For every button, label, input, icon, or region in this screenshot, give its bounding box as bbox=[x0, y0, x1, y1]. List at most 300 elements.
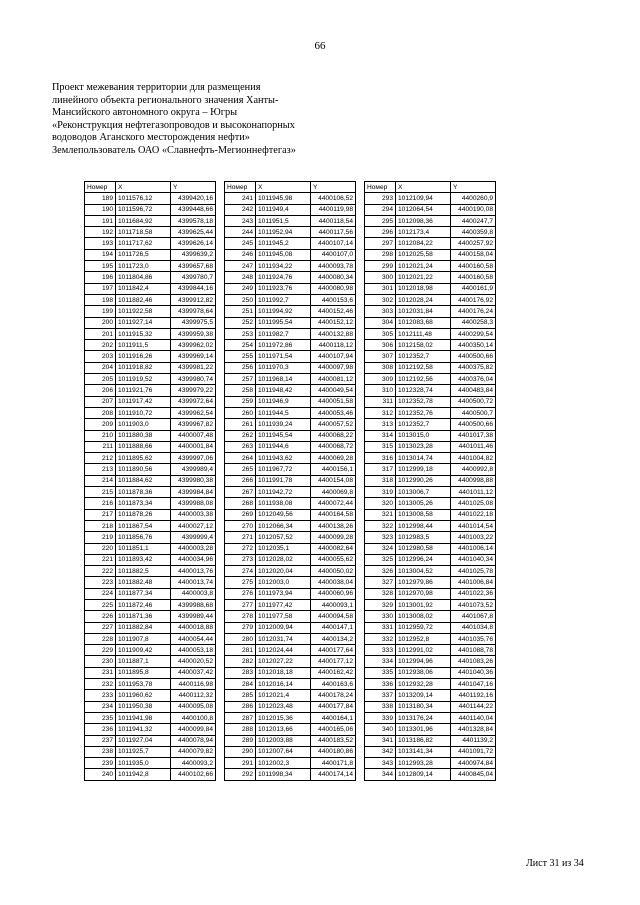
table-row bbox=[85, 543, 216, 554]
point-number-cell: 255 bbox=[225, 351, 256, 362]
point-number-cell: 317 bbox=[365, 464, 396, 475]
table-row bbox=[365, 283, 496, 294]
table-row bbox=[85, 712, 216, 723]
point-number-cell: 287 bbox=[225, 712, 256, 723]
x-coordinate-cell: 1011942,8 bbox=[116, 769, 171, 780]
x-coordinate-cell: 1011909,42 bbox=[116, 645, 171, 656]
table-row bbox=[85, 317, 216, 328]
table-row bbox=[225, 712, 356, 723]
column-header: X bbox=[116, 182, 171, 193]
column-header: X bbox=[256, 182, 311, 193]
point-number-cell: 331 bbox=[365, 622, 396, 633]
table-row bbox=[365, 735, 496, 746]
x-coordinate-cell: 1011948,42 bbox=[256, 385, 311, 396]
table-row bbox=[365, 464, 496, 475]
table-row bbox=[225, 679, 356, 690]
table-row bbox=[365, 690, 496, 701]
y-coordinate-cell: 4400154,08 bbox=[311, 475, 356, 486]
x-coordinate-cell: 1011867,54 bbox=[116, 520, 171, 531]
x-coordinate-cell: 1013186,82 bbox=[396, 735, 451, 746]
table-row bbox=[85, 758, 216, 769]
y-coordinate-cell: 4399626,14 bbox=[171, 238, 216, 249]
table-row bbox=[85, 701, 216, 712]
x-coordinate-cell: 1011939,24 bbox=[256, 419, 311, 430]
point-number-cell: 303 bbox=[365, 306, 396, 317]
x-coordinate-cell: 1011882,5 bbox=[116, 566, 171, 577]
x-coordinate-cell: 1013209,14 bbox=[396, 690, 451, 701]
x-coordinate-cell: 1012020,04 bbox=[256, 566, 311, 577]
x-coordinate-cell: 1012035,1 bbox=[256, 543, 311, 554]
table-row bbox=[225, 328, 356, 339]
table-row bbox=[365, 622, 496, 633]
x-coordinate-cell: 1011916,26 bbox=[116, 351, 171, 362]
point-number-cell: 320 bbox=[365, 498, 396, 509]
x-coordinate-cell: 1011842,4 bbox=[116, 283, 171, 294]
x-coordinate-cell: 1012809,14 bbox=[396, 769, 451, 780]
x-coordinate-cell: 1012013,66 bbox=[256, 724, 311, 735]
point-number-cell: 189 bbox=[85, 193, 116, 204]
table-row bbox=[225, 520, 356, 531]
point-number-cell: 248 bbox=[225, 272, 256, 283]
x-coordinate-cell: 1012970,98 bbox=[396, 588, 451, 599]
y-coordinate-cell: 4400164,58 bbox=[311, 509, 356, 520]
table-row bbox=[225, 396, 356, 407]
y-coordinate-cell: 4400099,84 bbox=[171, 724, 216, 735]
y-coordinate-cell: 4400164,1 bbox=[311, 712, 356, 723]
y-coordinate-cell: 4401025,08 bbox=[451, 498, 496, 509]
y-coordinate-cell: 4400107,94 bbox=[311, 351, 356, 362]
point-number-cell: 323 bbox=[365, 532, 396, 543]
x-coordinate-cell: 1012111,48 bbox=[396, 328, 451, 339]
table-row bbox=[85, 430, 216, 441]
y-coordinate-cell: 4401139,2 bbox=[451, 735, 496, 746]
column-header: Номер bbox=[225, 182, 256, 193]
point-number-cell: 199 bbox=[85, 306, 116, 317]
table-row bbox=[365, 340, 496, 351]
y-coordinate-cell: 4400998,88 bbox=[451, 475, 496, 486]
x-coordinate-cell: 1011943,62 bbox=[256, 453, 311, 464]
table-row bbox=[365, 385, 496, 396]
x-coordinate-cell: 1012021,4 bbox=[256, 690, 311, 701]
table-row bbox=[85, 272, 216, 283]
table-row bbox=[85, 724, 216, 735]
point-number-cell: 291 bbox=[225, 758, 256, 769]
point-number-cell: 249 bbox=[225, 283, 256, 294]
x-coordinate-cell: 1012983,5 bbox=[396, 532, 451, 543]
table-row bbox=[85, 328, 216, 339]
column-header: Номер bbox=[365, 182, 396, 193]
point-number-cell: 343 bbox=[365, 758, 396, 769]
point-number-cell: 201 bbox=[85, 328, 116, 339]
x-coordinate-cell: 1011935,0 bbox=[116, 758, 171, 769]
point-number-cell: 322 bbox=[365, 520, 396, 531]
y-coordinate-cell: 4400107,14 bbox=[311, 238, 356, 249]
y-coordinate-cell: 4401006,14 bbox=[451, 543, 496, 554]
point-number-cell: 250 bbox=[225, 294, 256, 305]
x-coordinate-cell: 1011998,34 bbox=[256, 769, 311, 780]
table-row bbox=[225, 419, 356, 430]
point-number-cell: 273 bbox=[225, 554, 256, 565]
point-number-cell: 212 bbox=[85, 453, 116, 464]
y-coordinate-cell: 4401014,54 bbox=[451, 520, 496, 531]
y-coordinate-cell: 4400068,22 bbox=[311, 430, 356, 441]
point-number-cell: 232 bbox=[85, 679, 116, 690]
y-coordinate-cell: 4400055,62 bbox=[311, 554, 356, 565]
y-coordinate-cell: 4401328,84 bbox=[451, 724, 496, 735]
table-row bbox=[365, 656, 496, 667]
y-coordinate-cell: 4400018,88 bbox=[171, 622, 216, 633]
x-coordinate-cell: 1012003,88 bbox=[256, 735, 311, 746]
x-coordinate-cell: 1011968,14 bbox=[256, 374, 311, 385]
y-coordinate-cell: 4399420,16 bbox=[171, 193, 216, 204]
table-row bbox=[85, 532, 216, 543]
point-number-cell: 245 bbox=[225, 238, 256, 249]
table-row bbox=[225, 611, 356, 622]
y-coordinate-cell: 4400072,44 bbox=[311, 498, 356, 509]
table-row bbox=[365, 543, 496, 554]
point-number-cell: 244 bbox=[225, 227, 256, 238]
y-coordinate-cell: 4399962,54 bbox=[171, 407, 216, 418]
point-number-cell: 306 bbox=[365, 340, 396, 351]
y-coordinate-cell: 4401034,8 bbox=[451, 622, 496, 633]
x-coordinate-cell: 1012049,56 bbox=[256, 509, 311, 520]
point-number-cell: 327 bbox=[365, 577, 396, 588]
x-coordinate-cell: 1011938,08 bbox=[256, 498, 311, 509]
x-coordinate-cell: 1013180,34 bbox=[396, 701, 451, 712]
y-coordinate-cell: 4400160,58 bbox=[451, 261, 496, 272]
point-number-cell: 239 bbox=[85, 758, 116, 769]
y-coordinate-cell: 4400093,2 bbox=[171, 758, 216, 769]
x-coordinate-cell: 1011723,0 bbox=[116, 261, 171, 272]
point-number-cell: 281 bbox=[225, 645, 256, 656]
table-row bbox=[85, 204, 216, 215]
point-number-cell: 295 bbox=[365, 215, 396, 226]
x-coordinate-cell: 1011910,72 bbox=[116, 407, 171, 418]
y-coordinate-cell: 4400106,52 bbox=[311, 193, 356, 204]
point-number-cell: 341 bbox=[365, 735, 396, 746]
x-coordinate-cell: 1012109,94 bbox=[396, 193, 451, 204]
y-coordinate-cell: 4400078,94 bbox=[171, 735, 216, 746]
x-coordinate-cell: 1012994,96 bbox=[396, 656, 451, 667]
x-coordinate-cell: 1012031,84 bbox=[396, 306, 451, 317]
coordinates-table-2 bbox=[224, 181, 356, 781]
page-number: 66 bbox=[314, 40, 326, 52]
x-coordinate-cell: 1013301,96 bbox=[396, 724, 451, 735]
table-row bbox=[365, 351, 496, 362]
point-number-cell: 193 bbox=[85, 238, 116, 249]
point-number-cell: 211 bbox=[85, 441, 116, 452]
point-number-cell: 224 bbox=[85, 588, 116, 599]
table-row bbox=[225, 374, 356, 385]
table-row bbox=[225, 306, 356, 317]
table-row bbox=[365, 249, 496, 260]
point-number-cell: 316 bbox=[365, 453, 396, 464]
point-number-cell: 312 bbox=[365, 407, 396, 418]
x-coordinate-cell: 1011921,76 bbox=[116, 385, 171, 396]
y-coordinate-cell: 4400003,38 bbox=[171, 509, 216, 520]
point-number-cell: 218 bbox=[85, 520, 116, 531]
point-number-cell: 241 bbox=[225, 193, 256, 204]
point-number-cell: 325 bbox=[365, 554, 396, 565]
y-coordinate-cell: 4400152,46 bbox=[311, 306, 356, 317]
x-coordinate-cell: 1011927,14 bbox=[116, 317, 171, 328]
y-coordinate-cell: 4400003,28 bbox=[171, 543, 216, 554]
point-number-cell: 221 bbox=[85, 554, 116, 565]
y-coordinate-cell: 4399997,06 bbox=[171, 453, 216, 464]
x-coordinate-cell: 1012980,58 bbox=[396, 543, 451, 554]
y-coordinate-cell: 4399980,38 bbox=[171, 475, 216, 486]
table-row bbox=[85, 667, 216, 678]
x-coordinate-cell: 1011918,82 bbox=[116, 362, 171, 373]
y-coordinate-cell: 4400080,98 bbox=[311, 283, 356, 294]
table-row bbox=[225, 769, 356, 780]
y-coordinate-cell: 4400299,54 bbox=[451, 328, 496, 339]
x-coordinate-cell: 1011890,56 bbox=[116, 464, 171, 475]
point-number-cell: 302 bbox=[365, 294, 396, 305]
y-coordinate-cell: 4400171,8 bbox=[311, 758, 356, 769]
table-row bbox=[365, 396, 496, 407]
y-coordinate-cell: 4401040,34 bbox=[451, 554, 496, 565]
table-row bbox=[225, 498, 356, 509]
y-coordinate-cell: 4401040,36 bbox=[451, 667, 496, 678]
point-number-cell: 235 bbox=[85, 712, 116, 723]
y-coordinate-cell: 4400119,98 bbox=[311, 204, 356, 215]
table-row bbox=[365, 588, 496, 599]
x-coordinate-cell: 1011941,32 bbox=[116, 724, 171, 735]
x-coordinate-cell: 1011895,8 bbox=[116, 667, 171, 678]
x-coordinate-cell: 1011951,5 bbox=[256, 215, 311, 226]
x-coordinate-cell: 1012021,22 bbox=[396, 272, 451, 283]
point-number-cell: 321 bbox=[365, 509, 396, 520]
point-number-cell: 198 bbox=[85, 294, 116, 305]
x-coordinate-cell: 1013001,92 bbox=[396, 599, 451, 610]
point-number-cell: 237 bbox=[85, 735, 116, 746]
table-row bbox=[365, 362, 496, 373]
table-row bbox=[225, 204, 356, 215]
point-number-cell: 326 bbox=[365, 566, 396, 577]
point-number-cell: 289 bbox=[225, 735, 256, 746]
x-coordinate-cell: 1012057,52 bbox=[256, 532, 311, 543]
y-coordinate-cell: 4400992,8 bbox=[451, 464, 496, 475]
point-number-cell: 263 bbox=[225, 441, 256, 452]
table-row bbox=[85, 340, 216, 351]
x-coordinate-cell: 1012083,68 bbox=[396, 317, 451, 328]
y-coordinate-cell: 4401022,36 bbox=[451, 588, 496, 599]
x-coordinate-cell: 1011971,54 bbox=[256, 351, 311, 362]
table-row bbox=[225, 690, 356, 701]
y-coordinate-cell: 4400163,6 bbox=[311, 679, 356, 690]
table-row bbox=[225, 407, 356, 418]
table-row bbox=[365, 520, 496, 531]
y-coordinate-cell: 4400007,48 bbox=[171, 430, 216, 441]
header-line: Проект межевания территории для размещения bbox=[52, 82, 261, 93]
y-coordinate-cell: 4401088,78 bbox=[451, 645, 496, 656]
table-row bbox=[225, 758, 356, 769]
point-number-cell: 196 bbox=[85, 272, 116, 283]
point-number-cell: 298 bbox=[365, 249, 396, 260]
point-number-cell: 259 bbox=[225, 396, 256, 407]
table-row bbox=[225, 430, 356, 441]
y-coordinate-cell: 4400093,1 bbox=[311, 599, 356, 610]
table-row bbox=[225, 475, 356, 486]
point-number-cell: 254 bbox=[225, 340, 256, 351]
y-coordinate-cell: 4400027,12 bbox=[171, 520, 216, 531]
x-coordinate-cell: 1011878,36 bbox=[116, 487, 171, 498]
table-row bbox=[225, 441, 356, 452]
y-coordinate-cell: 4401004,82 bbox=[451, 453, 496, 464]
y-coordinate-cell: 4400161,9 bbox=[451, 283, 496, 294]
point-number-cell: 266 bbox=[225, 475, 256, 486]
point-number-cell: 223 bbox=[85, 577, 116, 588]
x-coordinate-cell: 1013006,7 bbox=[396, 487, 451, 498]
table-row bbox=[365, 261, 496, 272]
table-row bbox=[225, 294, 356, 305]
x-coordinate-cell: 1012938,06 bbox=[396, 667, 451, 678]
point-number-cell: 267 bbox=[225, 487, 256, 498]
x-coordinate-cell: 1012025,58 bbox=[396, 249, 451, 260]
point-number-cell: 203 bbox=[85, 351, 116, 362]
table-row bbox=[85, 746, 216, 757]
table-row bbox=[365, 374, 496, 385]
x-coordinate-cell: 1012016,14 bbox=[256, 679, 311, 690]
table-row bbox=[225, 464, 356, 475]
point-number-cell: 236 bbox=[85, 724, 116, 735]
y-coordinate-cell: 4400118,12 bbox=[311, 340, 356, 351]
point-number-cell: 293 bbox=[365, 193, 396, 204]
y-coordinate-cell: 4399979,22 bbox=[171, 385, 216, 396]
table-row bbox=[365, 407, 496, 418]
x-coordinate-cell: 1011907,8 bbox=[116, 633, 171, 644]
x-coordinate-cell: 1011946,9 bbox=[256, 396, 311, 407]
y-coordinate-cell: 4400138,26 bbox=[311, 520, 356, 531]
table-row bbox=[85, 283, 216, 294]
table-row bbox=[85, 374, 216, 385]
x-coordinate-cell: 1012007,64 bbox=[256, 746, 311, 757]
point-number-cell: 234 bbox=[85, 701, 116, 712]
table-row bbox=[365, 498, 496, 509]
x-coordinate-cell: 1012952,8 bbox=[396, 633, 451, 644]
table-row bbox=[85, 769, 216, 780]
table-row bbox=[225, 532, 356, 543]
y-coordinate-cell: 4400190,08 bbox=[451, 204, 496, 215]
table-row bbox=[365, 701, 496, 712]
table-row bbox=[85, 453, 216, 464]
point-number-cell: 288 bbox=[225, 724, 256, 735]
x-coordinate-cell: 1012015,36 bbox=[256, 712, 311, 723]
point-number-cell: 340 bbox=[365, 724, 396, 735]
point-number-cell: 270 bbox=[225, 520, 256, 531]
x-coordinate-cell: 1013023,28 bbox=[396, 441, 451, 452]
table-row bbox=[365, 532, 496, 543]
y-coordinate-cell: 4400034,96 bbox=[171, 554, 216, 565]
table-row bbox=[365, 215, 496, 226]
table-row bbox=[85, 645, 216, 656]
x-coordinate-cell: 1011991,78 bbox=[256, 475, 311, 486]
table-row bbox=[365, 746, 496, 757]
y-coordinate-cell: 4400258,3 bbox=[451, 317, 496, 328]
coordinates-table-3 bbox=[364, 181, 496, 781]
document-header bbox=[52, 82, 382, 158]
x-coordinate-cell: 1011960,62 bbox=[116, 690, 171, 701]
point-number-cell: 336 bbox=[365, 679, 396, 690]
point-number-cell: 274 bbox=[225, 566, 256, 577]
x-coordinate-cell: 1012018,18 bbox=[256, 667, 311, 678]
table-row bbox=[365, 611, 496, 622]
table-row bbox=[225, 554, 356, 565]
y-coordinate-cell: 4401047,16 bbox=[451, 679, 496, 690]
y-coordinate-cell: 4400094,58 bbox=[311, 611, 356, 622]
point-number-cell: 190 bbox=[85, 204, 116, 215]
point-number-cell: 313 bbox=[365, 419, 396, 430]
y-coordinate-cell: 4400049,54 bbox=[311, 385, 356, 396]
point-number-cell: 296 bbox=[365, 227, 396, 238]
table-row bbox=[225, 340, 356, 351]
y-coordinate-cell: 4400350,14 bbox=[451, 340, 496, 351]
point-number-cell: 307 bbox=[365, 351, 396, 362]
table-row bbox=[85, 498, 216, 509]
table-row bbox=[365, 430, 496, 441]
table-row bbox=[85, 249, 216, 260]
y-coordinate-cell: 4400375,82 bbox=[451, 362, 496, 373]
x-coordinate-cell: 1011977,58 bbox=[256, 611, 311, 622]
table-row bbox=[85, 306, 216, 317]
y-coordinate-cell: 4399448,66 bbox=[171, 204, 216, 215]
y-coordinate-cell: 4400095,08 bbox=[171, 701, 216, 712]
x-coordinate-cell: 1011967,72 bbox=[256, 464, 311, 475]
y-coordinate-cell: 4399975,5 bbox=[171, 317, 216, 328]
table-row bbox=[225, 645, 356, 656]
point-number-cell: 265 bbox=[225, 464, 256, 475]
table-row bbox=[85, 464, 216, 475]
x-coordinate-cell: 1011917,42 bbox=[116, 396, 171, 407]
x-coordinate-cell: 1011884,62 bbox=[116, 475, 171, 486]
x-coordinate-cell: 1012990,26 bbox=[396, 475, 451, 486]
point-number-cell: 258 bbox=[225, 385, 256, 396]
y-coordinate-cell: 4400116,98 bbox=[171, 679, 216, 690]
x-coordinate-cell: 1011684,92 bbox=[116, 215, 171, 226]
point-number-cell: 279 bbox=[225, 622, 256, 633]
point-number-cell: 225 bbox=[85, 599, 116, 610]
table-row bbox=[365, 712, 496, 723]
point-number-cell: 205 bbox=[85, 374, 116, 385]
x-coordinate-cell: 1011882,48 bbox=[116, 577, 171, 588]
y-coordinate-cell: 4400177,84 bbox=[311, 701, 356, 712]
y-coordinate-cell: 4399780,7 bbox=[171, 272, 216, 283]
x-coordinate-cell: 1012996,24 bbox=[396, 554, 451, 565]
x-coordinate-cell: 1011994,92 bbox=[256, 306, 311, 317]
table-row bbox=[365, 667, 496, 678]
y-coordinate-cell: 4401022,18 bbox=[451, 509, 496, 520]
point-number-cell: 256 bbox=[225, 362, 256, 373]
y-coordinate-cell: 4400112,32 bbox=[171, 690, 216, 701]
table-row bbox=[85, 419, 216, 430]
y-coordinate-cell: 4400153,6 bbox=[311, 294, 356, 305]
y-coordinate-cell: 4400483,84 bbox=[451, 385, 496, 396]
point-number-cell: 219 bbox=[85, 532, 116, 543]
table-row bbox=[85, 735, 216, 746]
x-coordinate-cell: 1012009,94 bbox=[256, 622, 311, 633]
table-row bbox=[85, 566, 216, 577]
y-coordinate-cell: 4399639,2 bbox=[171, 249, 216, 260]
point-number-cell: 271 bbox=[225, 532, 256, 543]
y-coordinate-cell: 4400102,66 bbox=[171, 769, 216, 780]
point-number-cell: 269 bbox=[225, 509, 256, 520]
x-coordinate-cell: 1011888,66 bbox=[116, 441, 171, 452]
point-number-cell: 315 bbox=[365, 441, 396, 452]
point-number-cell: 215 bbox=[85, 487, 116, 498]
x-coordinate-cell: 1011972,86 bbox=[256, 340, 311, 351]
point-number-cell: 309 bbox=[365, 374, 396, 385]
